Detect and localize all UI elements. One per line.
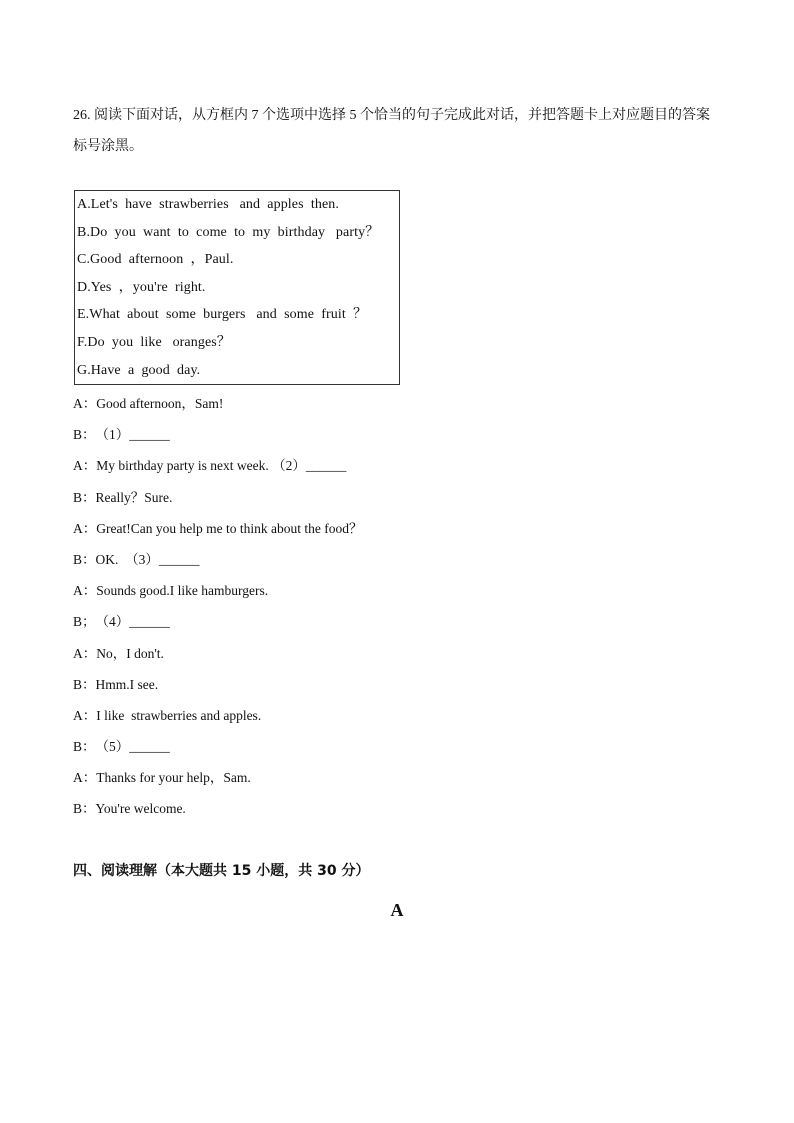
speaker-label: B： [73,801,96,817]
dialogue-line [73,606,673,637]
section-heading: 四、阅读理解（本大题共 15 小题，共 30 分） [73,863,370,879]
dialogue-text: Really？Sure. [95,489,173,505]
speaker-label: B： [73,551,96,567]
dialogue-line [73,482,673,513]
speaker-label: A： [73,458,97,474]
answer-blank[interactable]: ______ [129,427,170,443]
dialogue-line [73,575,673,606]
dialogue-line [73,513,673,544]
speaker-label: B： [73,489,96,505]
speaker-label: A： [73,645,97,661]
option-item: B.Do you want to come to my birthday party？ [77,224,380,240]
dialogue-text: Thanks for your help，Sam. [96,770,251,786]
dialogue-text: （5） [95,739,130,755]
speaker-label: B： [73,676,96,692]
dialogue-text: OK. （3） [95,551,159,567]
dialogue-text: No，I don't. [96,645,164,661]
speaker-label: B； [73,614,96,630]
dialogue-text: I like strawberries and apples. [96,707,262,723]
speaker-label: A： [73,520,97,536]
question-prompt: 26. 阅读下面对话，从方框内 7 个选项中选择 5 个恰当的句子完成此对话，并把答题卡上对应题目的答案标号涂黑。 [73,108,710,154]
dialogue-text: Hmm.I see. [95,676,159,692]
speaker-label: B： [73,739,96,755]
speaker-label: A： [73,396,97,411]
dialogue-line [73,419,673,450]
dialogue-line [73,388,673,419]
dialogue [73,388,673,825]
dialogue-text: （1） [95,427,130,443]
option-item: D.Yes ，you're right. [77,279,206,295]
dialogue-line [73,793,673,824]
dialogue-text: （4） [95,614,130,630]
passage-label: A [390,900,404,920]
speaker-label: A： [73,770,97,786]
answer-blank[interactable]: ______ [158,551,200,567]
options-box [74,190,400,385]
option-item: F.Do you like oranges？ [77,334,231,350]
dialogue-line [73,731,673,762]
answer-blank[interactable]: ______ [129,614,170,630]
speaker-label: B： [73,427,96,443]
dialogue-line [73,669,673,700]
option-item: C.Good afternoon ，Paul. [77,252,234,268]
speaker-label: A： [73,583,97,599]
option-item: E.What about some burgers and some fruit ？ [77,307,368,323]
speaker-label: A： [73,707,97,723]
dialogue-line [73,544,673,575]
option-item: G.Have a good day. [77,362,201,378]
dialogue-text: Great!Can you help me to think about the food？ [96,520,363,536]
answer-blank[interactable]: ______ [129,739,170,755]
dialogue-text: You're welcome. [95,801,186,817]
dialogue-line [73,700,673,731]
answer-blank[interactable]: ______ [305,458,347,474]
option-item: A.Let's have strawberries and apples then. [77,197,339,212]
dialogue-line [73,450,673,481]
dialogue-text: My birthday party is next week. （2） [96,458,306,474]
dialogue-line [73,762,673,793]
dialogue-text: Good afternoon，Sam! [96,396,224,411]
dialogue-text: Sounds good.I like hamburgers. [96,583,269,599]
dialogue-line [73,638,673,669]
